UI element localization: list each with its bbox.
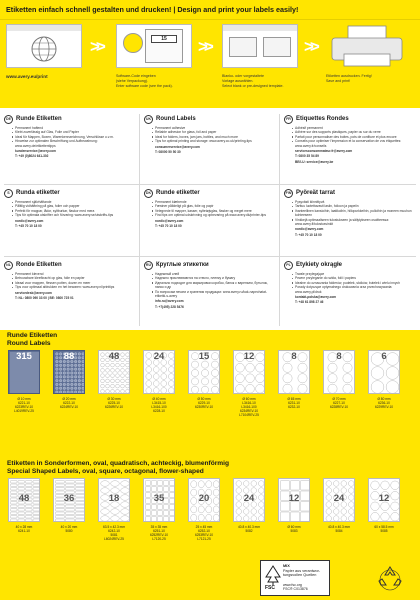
- product-code-line: Ø 60 mm: [287, 525, 301, 529]
- language-code-badge: RU: [144, 261, 153, 270]
- feature-bullet: Parfait pour personnaliser des boites, pots de confiture et plus encore: [292, 135, 417, 139]
- labels-per-sheet: 24: [153, 351, 165, 362]
- special-labels-section: [0, 460, 420, 555]
- special-label-sheet: [98, 478, 130, 522]
- feature-bullet: Vinkkejä optimaaliseen tulostukseen ja säilytykseen osoitteessa: www.avery.fi/tulostusvinkit: [292, 218, 417, 227]
- special-title-de: Etiketten in Sonderformen, oval, quadratisch, achteckig, blumenförmig: [7, 460, 230, 467]
- language-code-badge: S: [4, 189, 13, 198]
- feature-bullet: Ihanteellinen kansioihin, laatikoihin, hillopurkkeihin, pulloihin ja moneen muuhun kohteeseen: [292, 209, 417, 218]
- product-code-line: 6229-10: [198, 401, 210, 406]
- labels-per-sheet: 18: [108, 493, 120, 504]
- feature-bullet: Надежный клей: [152, 272, 277, 276]
- special-label-sheet: [323, 478, 355, 522]
- round-label-sheet: [188, 350, 220, 394]
- contact-line: info.ru@avery.com: [155, 299, 184, 304]
- product-code-line: 6228-10: [153, 409, 165, 414]
- step-2-line-3: Enter software code (see the pack).: [116, 84, 173, 89]
- footer: [0, 555, 420, 600]
- round-label-sheet: [143, 350, 175, 394]
- contact-line: T: +48 61 898 27 46: [295, 300, 324, 305]
- feature-bullet: Идеально подходят для маркировки коробок, банок с вареньем, бутылок, папок и др: [152, 281, 277, 290]
- round-label-sheet: [233, 350, 265, 394]
- feature-bullet: Velegnede til mapper, kasser, syltetøjsglas, flasker og meget mere: [152, 209, 277, 213]
- contact-line: T: 08000 50 50 30: [155, 150, 181, 155]
- product-code-line: 5080: [65, 529, 73, 534]
- language-block-nl: [4, 260, 137, 332]
- product-code-line: 6253REV-10: [194, 533, 214, 538]
- product-code-line: 6223REV-10: [14, 405, 34, 410]
- labels-per-sheet: 6: [381, 351, 387, 362]
- fsc-line-1: Papier aus verantwor-: [283, 568, 321, 573]
- labels-per-sheet: 35: [153, 493, 165, 504]
- product-code-line: L4019REV-25: [14, 409, 34, 414]
- step-1-caption[interactable]: www.avery.eu/print: [6, 74, 48, 79]
- language-title: Round Labels: [156, 115, 196, 122]
- round-title-en: Round Labels: [7, 340, 51, 347]
- chevron-right-icon: >>: [90, 37, 102, 56]
- fsc-logo: [260, 560, 330, 596]
- product-code-line: L7121-25: [197, 537, 211, 542]
- product-codes: [231, 397, 267, 417]
- labels-per-sheet: 8: [336, 351, 342, 362]
- feature-bullet: По вопросам печати и хранения продукции: www.avery.ru/kak-napechatat-etiketki-s-avery: [152, 290, 277, 299]
- fsc-mix: MIX: [283, 564, 290, 568]
- step-4-caption: [326, 74, 406, 84]
- contact-line: kontakt-polska@avery.com: [295, 295, 337, 300]
- labels-per-sheet: 24: [333, 493, 345, 504]
- feature-bullet: Ideal für Mappen, Boxen, Warenkennzeichnung, Verschlüsse u.v.m.: [12, 135, 137, 139]
- contact-line: consumerservice@avery.com: [155, 144, 200, 149]
- language-code-badge: DE: [4, 115, 13, 124]
- product-codes: [6, 397, 42, 413]
- labels-per-sheet: 12: [288, 493, 300, 504]
- round-labels-section: [0, 330, 420, 460]
- language-code-badge: FIN: [284, 189, 293, 198]
- step-3-caption: [222, 74, 302, 90]
- banner-title: Etiketten einfach schnell gestalten und drucken! | Design and print your labels easily!: [0, 0, 420, 20]
- feature-bullet: Pysyvästi kiinnittyvä: [292, 200, 417, 204]
- product-code-line: L3416-100: [151, 405, 167, 410]
- product-code-line: 6252-10: [198, 529, 210, 534]
- language-block-fin: [284, 188, 417, 260]
- language-title: Etykiety okrągłe: [296, 261, 343, 268]
- special-label-sheet: [143, 478, 175, 522]
- language-block-s: [4, 188, 137, 260]
- language-info-grid: [0, 108, 420, 330]
- step-4-line-1: Etiketten ausdrucken. Fertig!: [326, 74, 372, 78]
- labels-per-sheet: 20: [198, 493, 210, 504]
- product-code-line: 5083: [290, 529, 298, 534]
- contact-line: T: +45 70 10 18 00: [295, 232, 322, 237]
- product-codes: [276, 397, 312, 409]
- product-code-line: 6252REV-10: [149, 533, 169, 538]
- labels-per-sheet: 36: [63, 493, 75, 504]
- product-code-line: Ø 60 mm: [242, 397, 256, 401]
- chevron-right-icon: >>: [304, 37, 316, 56]
- special-label-sheet: [278, 478, 310, 522]
- labels-per-sheet: 48: [18, 493, 30, 504]
- language-block-de: [4, 114, 137, 186]
- product-codes: [321, 525, 357, 533]
- step-4: [326, 24, 402, 84]
- step-3: [222, 24, 298, 89]
- step-2-caption: [116, 74, 196, 90]
- product-code-line: Ø 70 mm: [332, 397, 346, 401]
- special-label-sheet: [53, 478, 85, 522]
- feature-bullet: Надежно приклеиваются на стекло, пленку и бумагу: [152, 276, 277, 280]
- product-code-line: 6228REV-10: [329, 405, 349, 410]
- labels-per-sheet: 88: [63, 351, 75, 362]
- round-label-sheet: [323, 350, 355, 394]
- feature-bullet: Permanent klevend: [12, 272, 137, 276]
- feature-bullet: Permanent klæbende: [152, 200, 277, 204]
- language-block-ru: [144, 260, 277, 332]
- product-code-line: 6232-10: [288, 405, 300, 410]
- round-label-sheet: [278, 350, 310, 394]
- product-code-line: Ø 10 mm: [17, 397, 31, 401]
- product-code-line: 6224REV-10: [59, 405, 79, 410]
- product-codes: [51, 525, 87, 533]
- product-codes: [366, 397, 402, 409]
- contact-line: servicedesk@avery.com: [15, 290, 52, 295]
- product-code-line: 60 x 58.5 mm: [374, 525, 394, 529]
- contact-line: nordic@avery.com: [155, 218, 184, 223]
- feature-bullet: Conseils pour optimiser l'impression et la conservation de vos étiquettes: www.avery.fr/conseils: [292, 139, 417, 148]
- language-block-fr: [284, 114, 417, 186]
- software-code-illustration: 15: [116, 24, 192, 68]
- feature-bullet: Adhère sur des supports plastiques, papier ou sur du verre: [292, 130, 417, 134]
- product-code-line: L7104REV-25: [239, 413, 259, 418]
- feature-bullet: Pålitlig vidhäftning på glas, folier och papper: [12, 204, 137, 208]
- product-code-line: Ø 20 mm: [62, 397, 76, 401]
- globe-icon: [27, 34, 61, 64]
- feature-bullet: Fæstner pålideligt på glas, folie og papir: [152, 204, 277, 208]
- feature-bullet: Ideaal voor mappen, flessen potten, dozen en meer: [12, 281, 137, 285]
- labels-per-sheet: 48: [108, 351, 120, 362]
- fsc-mark: FSC: [265, 585, 275, 591]
- product-code-line: Ø 65 mm: [287, 397, 301, 401]
- product-code-line: 6236-10: [378, 401, 390, 406]
- product-codes: [366, 525, 402, 533]
- feature-bullet: Hinweise zur optimalen Beschriftung und Aufbewahrung: www.avery.de/etikettentipps: [12, 139, 137, 148]
- product-code-line: 5085: [380, 529, 388, 534]
- product-codes: [321, 397, 357, 409]
- product-code-line: 6251-10: [153, 529, 165, 534]
- contact-line: kundenservice@avery.com: [15, 149, 56, 154]
- step-2-line-1: Software-Code eingeben: [116, 74, 156, 78]
- feature-bullet: Tarttuu luotettavasti lasiin, folioon ja papeiin: [292, 204, 417, 208]
- language-block-uk: [144, 114, 277, 186]
- product-code-line: Ø 80 mm: [377, 397, 391, 401]
- product-code-line: 6231-10: [288, 401, 300, 406]
- product-code-line: Ø 30 mm: [107, 397, 121, 401]
- language-title: Etiquettes Rondes: [296, 115, 349, 122]
- feature-bullet: Adhésif permanent: [292, 126, 417, 130]
- product-code-line: 6221-10: [18, 401, 30, 406]
- feature-bullet: Reliable adhesion for glass, foil and paper: [152, 130, 277, 134]
- printer-icon: [326, 24, 408, 70]
- product-code-line: 40.8 x 40.3 mm: [328, 525, 350, 529]
- round-label-sheet: [368, 350, 400, 394]
- product-code-line: Ø 50 mm: [197, 397, 211, 401]
- language-title: Runde etiketter: [156, 189, 200, 196]
- labels-per-sheet: 12: [243, 351, 255, 362]
- product-code-line: 6230REV-10: [194, 405, 214, 410]
- language-code-badge: PL: [284, 261, 293, 270]
- contact-line: servicesconsommateur.fr@avery.com: [295, 149, 353, 154]
- product-codes: [141, 397, 177, 413]
- product-codes: [6, 525, 42, 533]
- feature-bullet: Find tips om optimal udskrivning og opbevaring på www.avery.dk/printer-tips: [152, 213, 277, 217]
- product-code-line: 35 x 35 mm: [150, 525, 168, 529]
- recycle-icon: [376, 564, 404, 592]
- product-code-line: 6242-10: [108, 529, 120, 534]
- feature-bullet: Tips for optimal printing and storage: www.avery.co.uk/printing-tips: [152, 139, 277, 143]
- fsc-url: www.fsc.org: [283, 583, 302, 587]
- contact-line: T: +45 70 10 18 00: [15, 224, 42, 229]
- product-code-line: 40 x 20 mm: [60, 525, 78, 529]
- feature-bullet: Klebt zuverlässig auf Glas, Folie und Papier: [12, 130, 137, 134]
- round-label-sheet: [53, 350, 85, 394]
- language-block-dk: [144, 188, 277, 260]
- step-4-line-2: Save and print!: [326, 79, 351, 84]
- product-code-line: 40.8 x 40.3 mm: [238, 525, 260, 529]
- labels-per-sheet: 8: [291, 351, 297, 362]
- product-code-line: 5084: [335, 529, 343, 534]
- product-code-line: 5081: [110, 533, 118, 538]
- template-illustration: [222, 24, 298, 68]
- special-label-sheet: [233, 478, 265, 522]
- feature-bullet: Permanent adhesive: [152, 126, 277, 130]
- product-codes: [141, 525, 177, 541]
- product-code-line: Ø 40 mm: [152, 397, 166, 401]
- chevron-right-icon: >>: [198, 37, 210, 56]
- contact-line: T: +45 70 10 18 00: [155, 224, 182, 229]
- language-code-badge: FR: [284, 115, 293, 124]
- feature-bullet: Pewne przyleganie do szkła, folii i papieru: [292, 276, 417, 280]
- product-code-line: L3416-100: [241, 405, 257, 410]
- language-title: Runde Etiketten: [16, 115, 62, 122]
- contact-line: nordic@avery.com: [15, 218, 44, 223]
- contact-line: T: +7(495) 228 5476: [155, 304, 184, 309]
- round-label-sheet: [98, 350, 130, 394]
- product-codes: [186, 525, 222, 541]
- contact-line: nordic@avery.com: [295, 227, 324, 232]
- special-title-en: Special Shaped Labels, oval, square, octagonal, flower-shaped: [7, 468, 204, 475]
- labels-per-sheet: 15: [198, 351, 210, 362]
- tree-icon: [265, 565, 281, 585]
- contact-line: T: 0800 35 54 89: [295, 154, 319, 159]
- product-codes: [96, 525, 132, 541]
- product-code-line: 6226REV-10: [104, 405, 124, 410]
- product-code-line: 6225-10: [108, 401, 120, 406]
- product-codes: [51, 397, 87, 409]
- feature-bullet: Permanent självhäftande: [12, 200, 137, 204]
- contact-line: T: +49 (0)8024 641-302: [15, 154, 49, 159]
- feature-bullet: Perfekt för mappar, lådor, syltburkar, flaskor med mera: [12, 209, 137, 213]
- round-label-sheet: [8, 350, 40, 394]
- product-code-line: 40 x 28 mm: [15, 525, 33, 529]
- product-code-line: 25 x 45 mm: [195, 525, 213, 529]
- special-label-sheet: [188, 478, 220, 522]
- feature-bullet: Ideal for folders, boxes, jam jars, bottles, and much more: [152, 135, 277, 139]
- language-code-badge: DK: [144, 189, 153, 198]
- feature-bullet: Trwale przylegające: [292, 272, 417, 276]
- language-title: Ronde Etiketten: [16, 261, 62, 268]
- fsc-code: FSC® C013876: [283, 587, 308, 592]
- step-3-line-3: Select blank or pre-designed template.: [222, 84, 284, 89]
- labels-per-sheet: 12: [378, 493, 390, 504]
- feature-bullet: Tips för optimala utskrifter och förvaring: www.avery.se/utskrifts-tips: [12, 213, 137, 217]
- product-code-line: L3416-10: [242, 401, 256, 406]
- product-code-line: 6227-10: [333, 401, 345, 406]
- product-codes: [276, 525, 312, 533]
- contact-line: T: NL: 0800 090 33 00 | BE: 0800 725 01: [15, 296, 74, 301]
- product-code-line: 6229REV-10: [374, 405, 394, 410]
- step-2: [116, 24, 192, 89]
- language-title: Pyöreät tarrat: [296, 189, 336, 196]
- language-title: Runda etiketter: [16, 189, 60, 196]
- feature-bullet: Tips voor optimaal afdrukken en het bewaren: www.avery.nl/printtips: [12, 285, 137, 289]
- language-block-pl: [284, 260, 417, 332]
- feature-bullet: Porady dotyczące optymalnego drukowania oraz przechowywania: www.avery.pl/druk: [292, 285, 417, 294]
- feature-bullet: Idealne do oznaczania folderów, pudełek, słoików, butelek i wielu innych: [292, 281, 417, 285]
- steps-row: [0, 20, 420, 108]
- labels-per-sheet: 24: [243, 493, 255, 504]
- step-1: [6, 24, 82, 79]
- step-3-line-1: Blanko- oder vorgestaltete: [222, 74, 264, 78]
- step-3-line-2: Vorlage auswählen.: [222, 79, 254, 84]
- language-code-badge: NL: [4, 261, 13, 270]
- product-code-line: 6222-10: [63, 401, 75, 406]
- product-code-line: L6024REV-25: [104, 537, 124, 542]
- step-2-line-2: (siehe Verpackung).: [116, 79, 148, 84]
- product-code-line: 63.5 x 42.3 mm: [103, 525, 125, 529]
- product-codes: [231, 525, 267, 533]
- product-code-line: 5082: [245, 529, 253, 534]
- fsc-line-2: tungsvollen Quellen: [283, 573, 317, 578]
- language-title: Круглые этикетки: [156, 261, 209, 268]
- product-codes: [186, 397, 222, 409]
- special-label-sheet: [368, 478, 400, 522]
- product-code-line: 6234REV-10: [239, 409, 259, 414]
- special-label-sheet: [8, 478, 40, 522]
- language-code-badge: UK: [144, 115, 153, 124]
- product-code-line: L7120-25: [152, 537, 166, 542]
- product-code-line: L3415-10: [152, 401, 166, 406]
- labels-per-sheet: 315: [16, 351, 32, 362]
- printer-illustration: [326, 24, 402, 68]
- contact-line: BE/LU: service@avery.be: [295, 159, 334, 164]
- browser-illustration: [6, 24, 82, 68]
- round-title-de: Runde Etiketten: [7, 332, 58, 339]
- product-codes: [96, 397, 132, 409]
- feature-bullet: Betrouwbare kleefkracht op glas, folie en papier: [12, 276, 137, 280]
- product-code-line: 6241-10: [18, 529, 30, 534]
- feature-bullet: Permanent haftend: [12, 126, 137, 130]
